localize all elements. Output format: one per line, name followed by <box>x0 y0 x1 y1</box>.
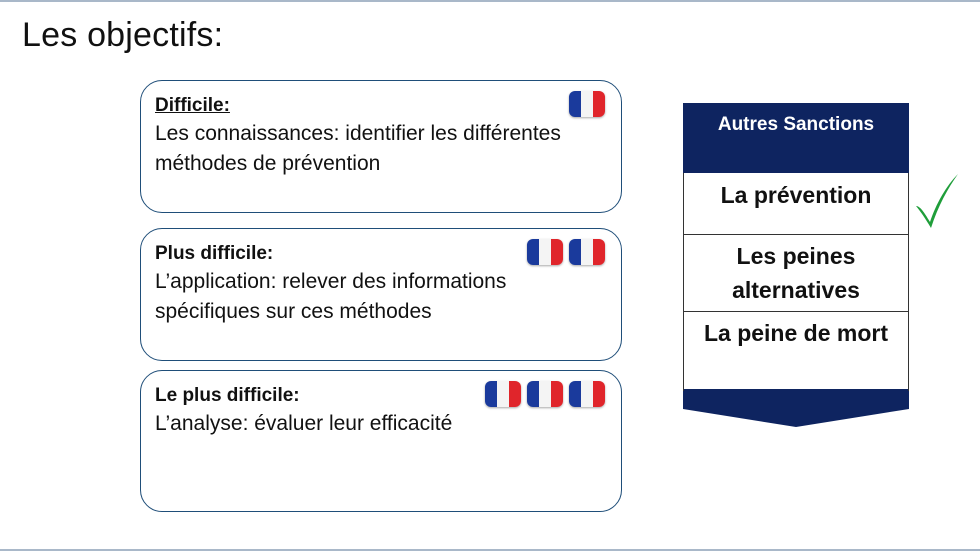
green-check-icon <box>914 170 960 230</box>
objective-text: Les connaissances: identifier les différentes méthodes de prévention <box>155 122 561 175</box>
french-flag-icon <box>569 381 605 407</box>
objective-heading: Le plus difficile: <box>155 385 300 406</box>
french-flag-icon <box>527 239 563 265</box>
sanctions-header: Autres Sanctions <box>683 103 909 173</box>
sanction-row-peines-alternatives <box>683 235 909 312</box>
top-divider <box>0 0 980 2</box>
objective-card-le-plus-difficile <box>140 370 622 512</box>
bottom-divider <box>0 549 980 551</box>
objective-text: L’analyse: évaluer leur efficacité <box>155 412 453 435</box>
objective-card-difficile <box>140 80 622 213</box>
sanction-row-prevention <box>683 173 909 235</box>
objective-heading: Plus difficile: <box>155 243 274 264</box>
flag-group <box>527 239 605 265</box>
french-flag-icon <box>485 381 521 407</box>
sanction-label-line-2: alternatives <box>732 277 860 303</box>
slide-title: Les objectifs: <box>22 16 224 54</box>
french-flag-icon <box>527 381 563 407</box>
objective-card-plus-difficile <box>140 228 622 361</box>
flag-group <box>485 381 605 407</box>
sanctions-panel <box>683 103 909 427</box>
sanction-label-line-1: Les peines <box>736 243 856 269</box>
sanction-label: La prévention <box>720 182 872 208</box>
sanctions-chevron-bottom <box>683 389 909 427</box>
sanction-label: La peine de mort <box>703 320 889 346</box>
sanction-row-peine-de-mort <box>683 312 909 389</box>
flag-group <box>569 91 605 117</box>
objective-heading: Difficile: <box>155 95 230 116</box>
objective-text: L’application: relever des informations spécifiques sur ces méthodes <box>155 270 507 323</box>
french-flag-icon <box>569 91 605 117</box>
french-flag-icon <box>569 239 605 265</box>
